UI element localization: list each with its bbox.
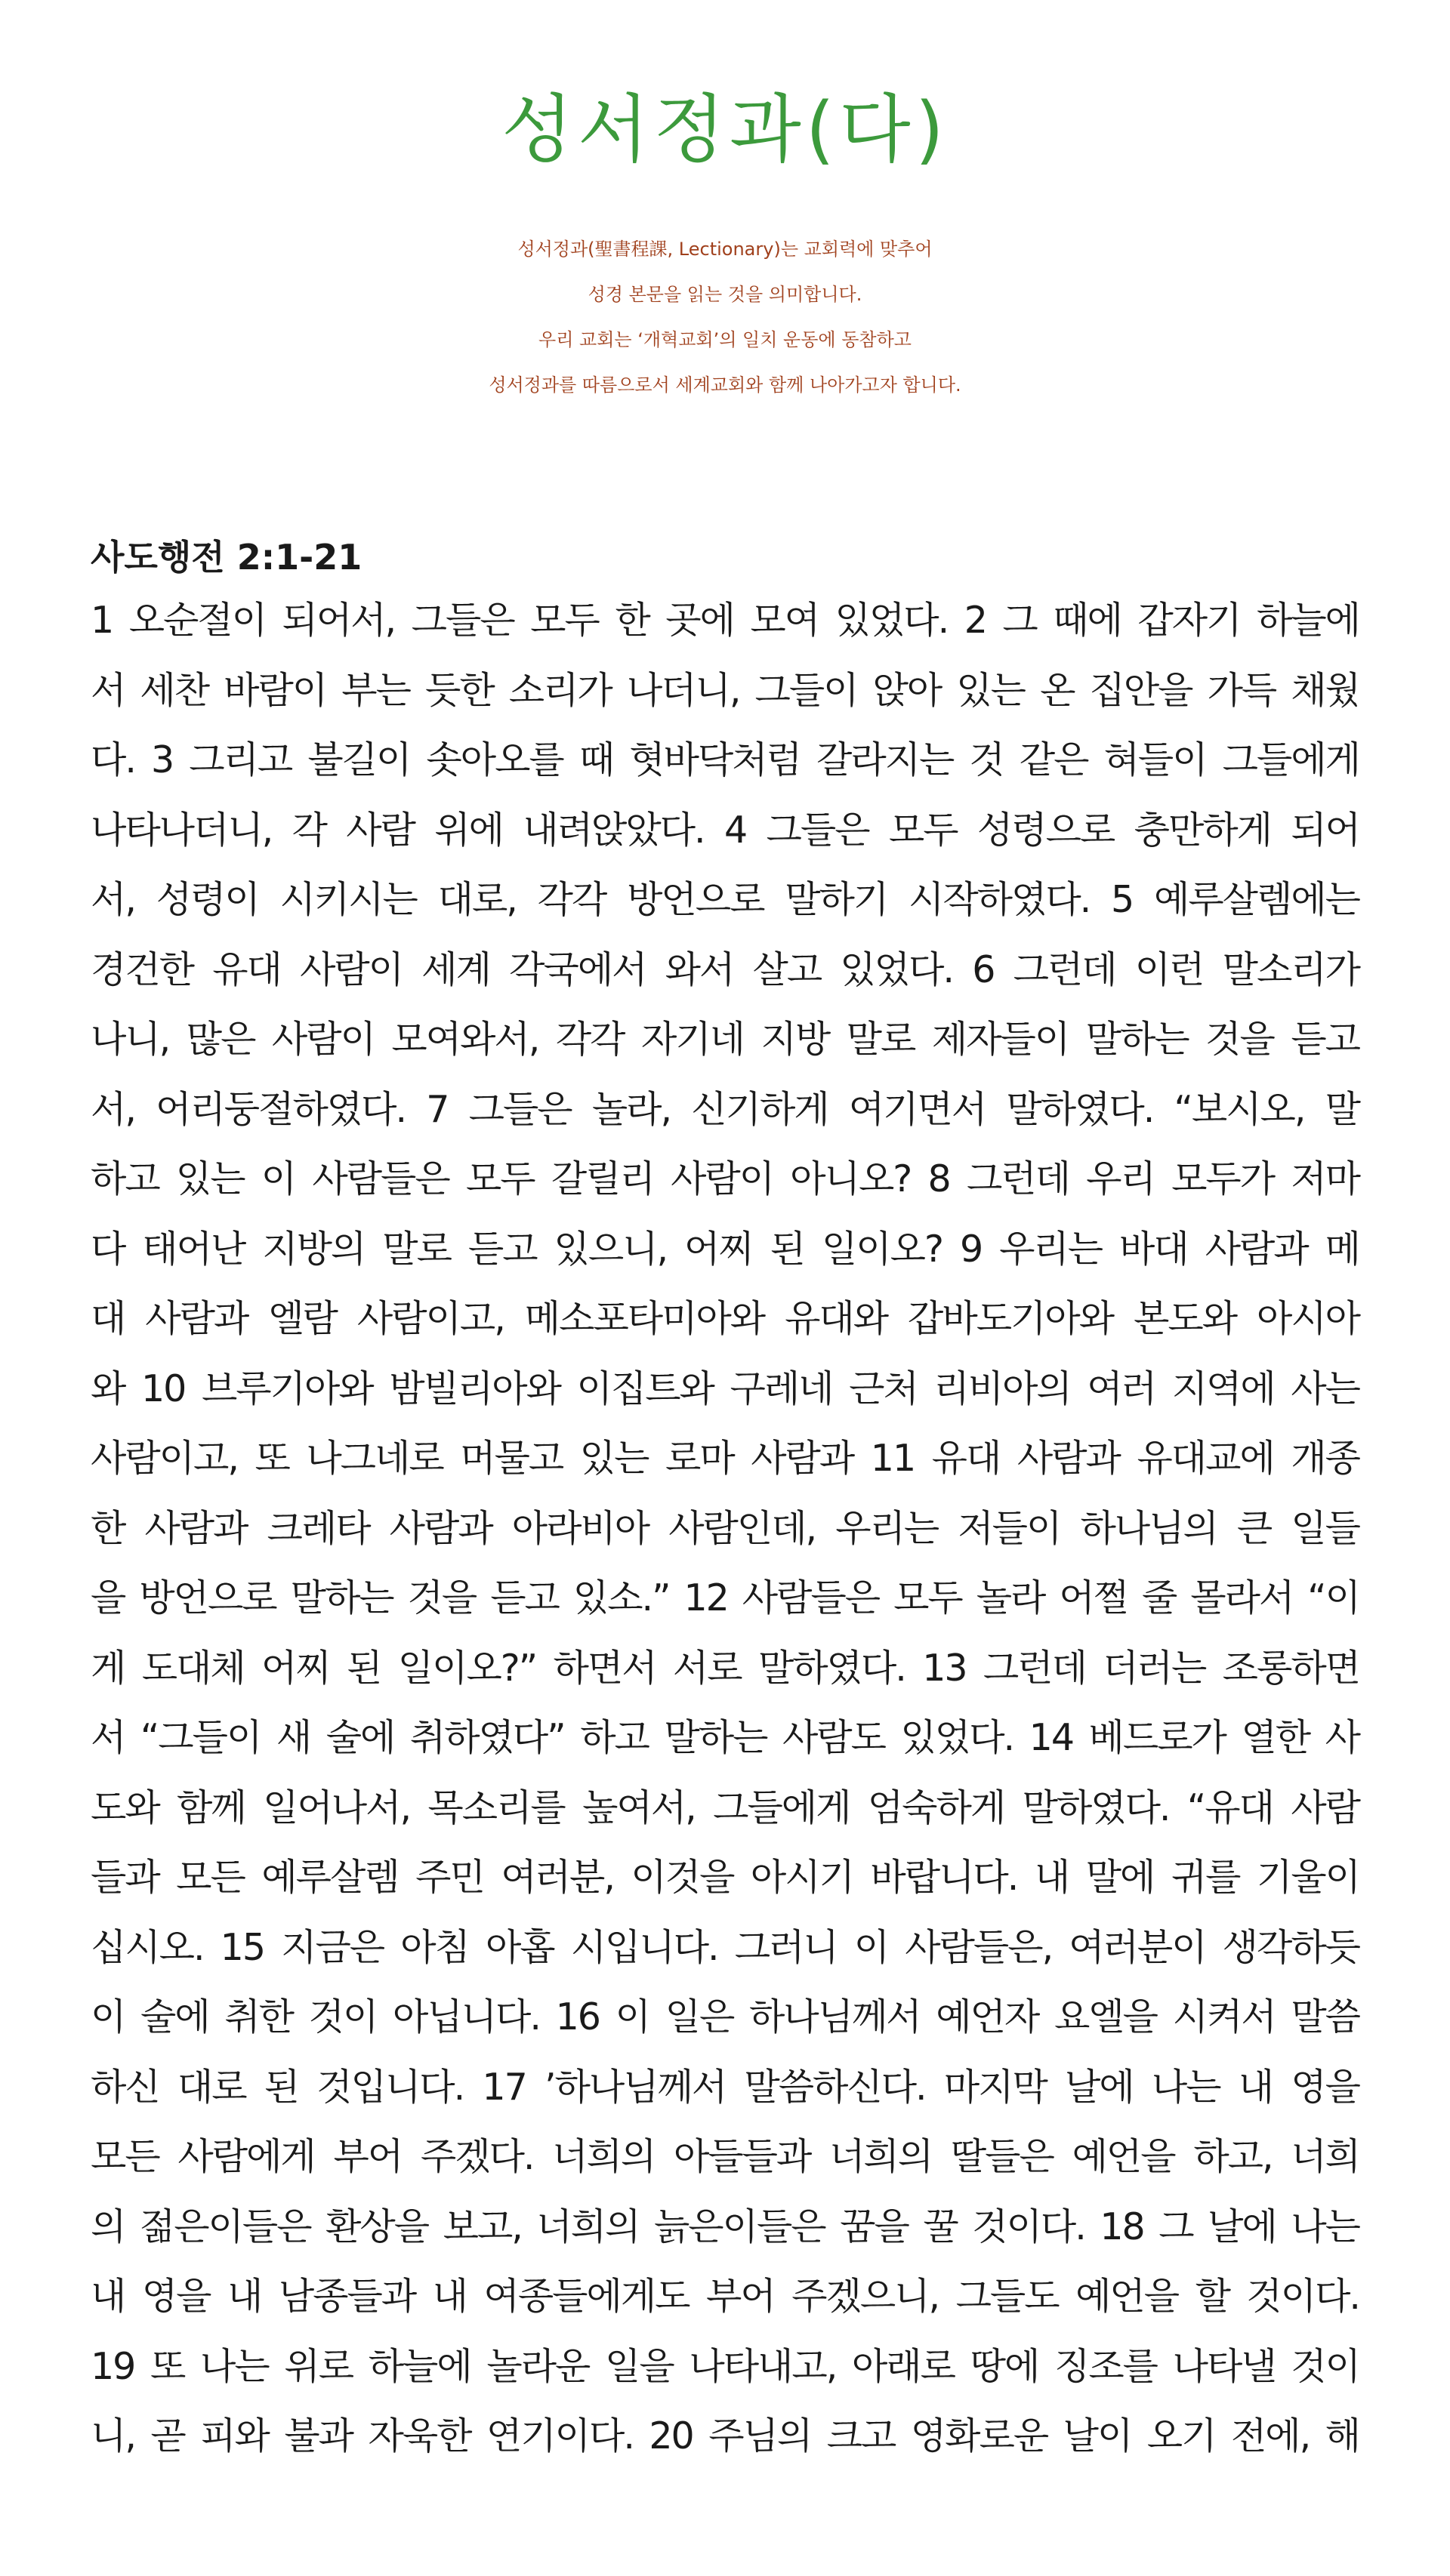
scripture-line: 들과 모든 예루살렘 주민 여러분, 이것을 아시기 바랍니다. 내 말에 귀를 기울이 xyxy=(91,1856,1359,1899)
scripture-line: 이 술에 취한 것이 아닙니다. 16 이 일은 하나님께서 예언자 요엘을 시켜서 말씀 xyxy=(91,1995,1359,2038)
scripture-line: 서 “그들이 새 술에 취하였다” 하고 말하는 사람도 있었다. 14 베드로가 열한 사 xyxy=(91,1716,1359,1759)
intro-paragraph xyxy=(0,226,1450,408)
page-title: 성서정과(다) xyxy=(501,87,949,173)
scripture-line: 하고 있는 이 사람들은 모두 갈릴리 사람이 아니오? 8 그런데 우리 모두가 저마 xyxy=(91,1157,1359,1200)
scripture-line: 대 사람과 엘람 사람이고, 메소포타미아와 유대와 갑바도기아와 본도와 아시아 xyxy=(91,1297,1359,1340)
scripture-line: 사람이고, 또 나그네로 머물고 있는 로마 사람과 11 유대 사람과 유대교에 개종 xyxy=(91,1437,1359,1480)
scripture-line: 도와 함께 일어나서, 목소리를 높여서, 그들에게 엄숙하게 말하였다. “유대 사람 xyxy=(91,1786,1359,1829)
scripture-line: 1 오순절이 되어서, 그들은 모두 한 곳에 모여 있었다. 2 그 때에 갑자기 하늘에 xyxy=(91,599,1359,642)
scripture-line: 서, 어리둥절하였다. 7 그들은 놀라, 신기하게 여기면서 말하였다. “보시오, 말 xyxy=(91,1087,1359,1131)
scripture-line: 와 10 브루기아와 밤빌리아와 이집트와 구레네 근처 리비아의 여러 지역에 사는 xyxy=(91,1367,1359,1410)
scripture-line: 십시오. 15 지금은 아침 아홉 시입니다. 그러니 이 사람들은, 여러분이 생각하듯 xyxy=(91,1925,1359,1969)
scripture-line: 나니, 많은 사람이 모여와서, 각각 자기네 지방 말로 제자들이 말하는 것을 듣고 xyxy=(91,1018,1359,1061)
scripture-line: 을 방언으로 말하는 것을 듣고 있소.” 12 사람들은 모두 놀라 어쩔 줄 몰라서 “이 xyxy=(91,1576,1359,1619)
intro-line: 우리 교회는 ‘개혁교회’의 일치 운동에 동참하고 xyxy=(538,329,912,350)
scripture-line: 의 젊은이들은 환상을 보고, 너희의 늙은이들은 꿈을 꿀 것이다. 18 그 날에 나는 xyxy=(91,2205,1359,2248)
scripture-line: 나타나더니, 각 사람 위에 내려앉았다. 4 그들은 모두 성령으로 충만하게 되어 xyxy=(91,808,1359,852)
scripture-line: 다. 3 그리고 불길이 솟아오를 때 혓바닥처럼 갈라지는 것 같은 혀들이 그들에게 xyxy=(91,738,1359,781)
scripture-line: 내 영을 내 남종들과 내 여종들에게도 부어 주겠으니, 그들도 예언을 할 것이다. xyxy=(91,2275,1359,2318)
scripture-line: 서, 성령이 시키시는 대로, 각각 방언으로 말하기 시작하였다. 5 예루살렘에는 xyxy=(91,878,1359,921)
scripture-line: 모든 사람에게 부어 주겠다. 너희의 아들들과 너희의 딸들은 예언을 하고, 너희 xyxy=(91,2135,1359,2178)
scripture-line: 서 세찬 바람이 부는 듯한 소리가 나더니, 그들이 앉아 있는 온 집안을 가득 채웠 xyxy=(91,668,1359,712)
scripture-text xyxy=(91,586,1359,2472)
intro-line: 성경 본문을 읽는 것을 의미합니다. xyxy=(588,284,862,305)
scripture-line: 경건한 유대 사람이 세계 각국에서 와서 살고 있었다. 6 그런데 이런 말소리가 xyxy=(91,948,1359,991)
scripture-line: 하신 대로 된 것입니다. 17 ’하나님께서 말씀하신다. 마지막 날에 나는 내 영을 xyxy=(91,2065,1359,2109)
intro-line: 성서정과를 따름으로서 세계교회와 함께 나아가고자 합니다. xyxy=(489,374,961,396)
scripture-line: 19 또 나는 위로 하늘에 놀라운 일을 나타내고, 아래로 땅에 징조를 나타낼 것이 xyxy=(91,2344,1359,2388)
scripture-line: 게 도대체 어찌 된 일이오?” 하면서 서로 말하였다. 13 그런데 더러는 조롱하면 xyxy=(91,1646,1359,1690)
scripture-line: 한 사람과 크레타 사람과 아라비아 사람인데, 우리는 저들이 하나님의 큰 일들 xyxy=(91,1506,1359,1550)
scripture-reference: 사도행전 2:1-21 xyxy=(91,537,362,578)
scripture-line: 니, 곧 피와 불과 자욱한 연기이다. 20 주님의 크고 영화로운 날이 오기 전에, 해 xyxy=(91,2414,1359,2457)
intro-line: 성서정과(聖書程課, Lectionary)는 교회력에 맞추어 xyxy=(517,239,933,260)
scripture-reading xyxy=(91,528,1359,2472)
scripture-line: 다 태어난 지방의 말로 듣고 있으니, 어찌 된 일이오? 9 우리는 바대 사람과 메 xyxy=(91,1227,1359,1271)
